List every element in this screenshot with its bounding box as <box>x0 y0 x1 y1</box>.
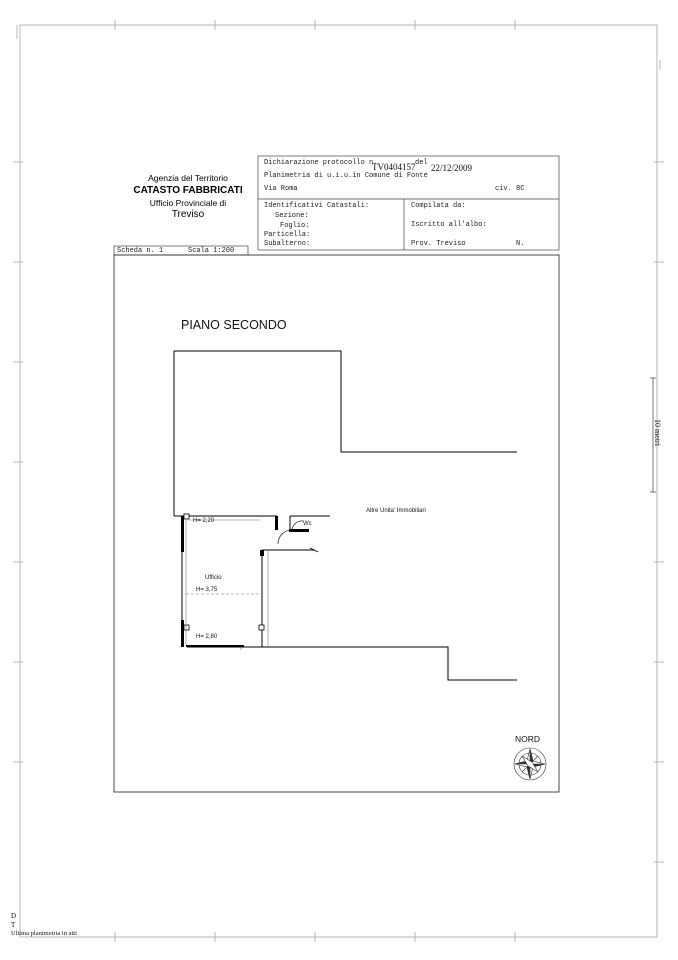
foglio-label: Foglio: <box>280 222 310 230</box>
number-label: N. <box>516 240 525 248</box>
footer-line-1: D <box>11 912 17 920</box>
protocol-number: TV0404157 <box>372 162 416 172</box>
height-label-2: H= 3,75 <box>196 587 218 593</box>
office-label: Ufficio Provinciale di <box>149 198 227 208</box>
date-label: del <box>415 159 428 167</box>
office-city: Treviso <box>171 209 205 220</box>
registered-label: Iscritto all'albo: <box>411 221 487 229</box>
street-address: Via Roma <box>264 185 298 193</box>
civic-number: civ. 8C <box>495 185 525 193</box>
room-name: Ufficio <box>205 575 222 581</box>
sheet-scale: Scala 1:200 <box>188 247 235 255</box>
sezione-label: Sezione: <box>275 212 309 220</box>
other-units-label: Altre Unita' Immobiliari <box>366 508 426 514</box>
compiled-by-label: Compilata da: <box>411 202 466 210</box>
floor-title: PIANO SECONDO <box>181 318 287 332</box>
agency-name: Agenzia del Territorio <box>148 173 228 183</box>
height-label-3: H= 2,80 <box>196 634 218 640</box>
catasto-title: CATASTO FABBRICATI <box>133 185 243 196</box>
footer-line-3: Ultima planimetria in atti <box>11 930 77 937</box>
scale-bar-label: 10 metri <box>652 419 662 446</box>
identifiers-heading: Identificativi Catastali: <box>264 202 370 210</box>
footer-line-2: T <box>11 921 16 929</box>
north-label: NORD <box>515 734 541 744</box>
wc-label: Wc <box>303 521 312 527</box>
declaration-date: 22/12/2009 <box>431 163 473 173</box>
protocol-label: Dichiarazione protocollo n. <box>264 159 378 167</box>
province-label: Prov. Treviso <box>411 240 466 248</box>
plan-municipality: Planimetria di u.i.u.in Comune di Fonte <box>264 172 428 180</box>
sheet-number: Scheda n. 1 <box>117 247 164 255</box>
subalterno-label: Subalterno: <box>264 240 311 248</box>
particella-label: Particella: <box>264 231 311 239</box>
height-label-1: H= 2,20 <box>193 518 215 524</box>
